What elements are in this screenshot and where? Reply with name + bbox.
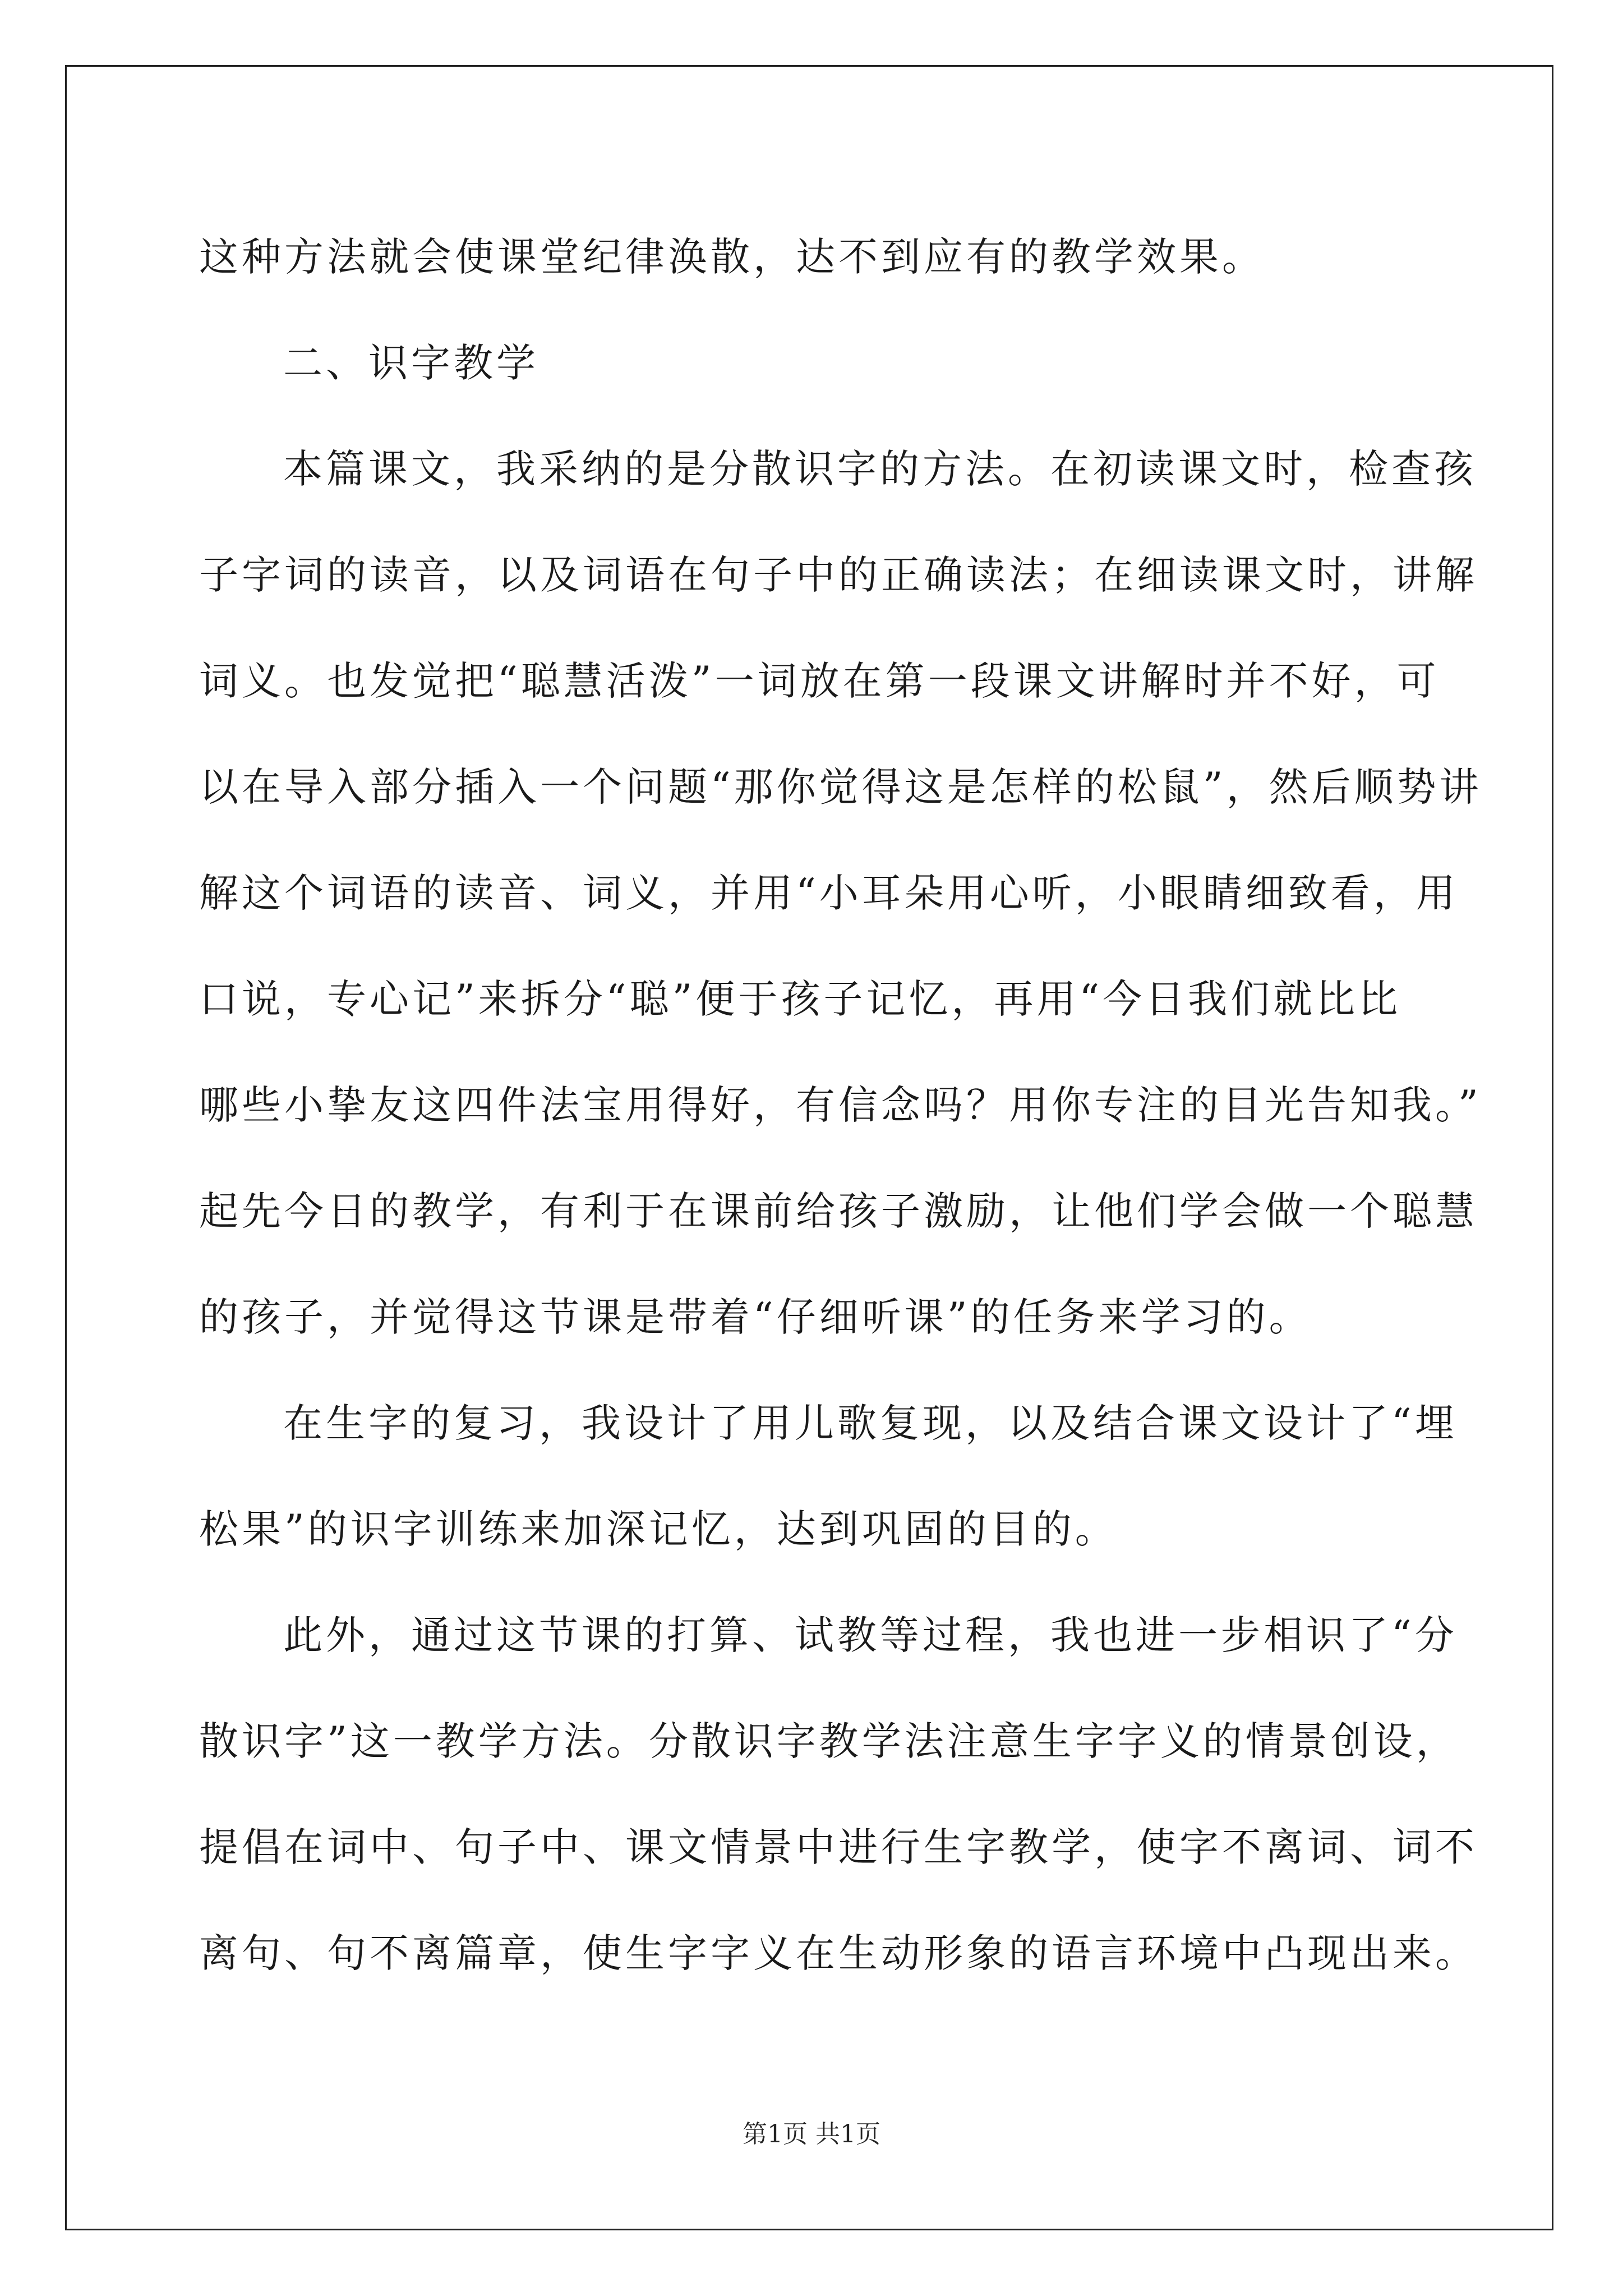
text-line: 提倡在词中、句子中、课文情景中进行生字教学，使字不离词、词不	[199, 1824, 1478, 1870]
text-line: 松果”的识字训练来加深记忆，达到巩固的目的。	[199, 1506, 1118, 1552]
text-line: 子字词的读音，以及词语在句子中的正确读法；在细读课文时，讲解	[199, 552, 1478, 598]
page-number-footer: 第1页 共1页	[743, 2120, 880, 2148]
text-line: 解这个词语的读音、词义，并用“小耳朵用心听，小眼睛细致看，用	[199, 870, 1459, 916]
text-line: 本篇课文，我采纳的是分散识字的方法。在初读课文时，检查孩	[283, 446, 1477, 492]
text-line: 以在导入部分插入一个问题“那你觉得这是怎样的松鼠”，然后顺势讲	[199, 764, 1482, 810]
text-line: 的孩子，并觉得这节课是带着“仔细听课”的任务来学习的。	[199, 1294, 1312, 1340]
text-line: 词义。也发觉把“聪慧活泼”一词放在第一段课文讲解时并不好，可	[199, 658, 1440, 704]
text-line: 散识字”这一教学方法。分散识字教学法注意生字字义的情景创设，	[199, 1718, 1459, 1764]
document-body	[199, 204, 1482, 2007]
text-line: 此外，通过这节课的打算、试教等过程，我也进一步相识了“分	[283, 1612, 1458, 1658]
text-line: 这种方法就会使课堂纪律涣散，达不到应有的教学效果。	[199, 234, 1265, 280]
text-line: 口说，专心记”来拆分“聪”便于孩子记忆，再用“今日我们就比比	[199, 976, 1401, 1022]
text-line: 离句、句不离篇章，使生字字义在生动形象的语言环境中凸现出来。	[199, 1930, 1478, 1976]
text-line: 起先今日的教学，有利于在课前给孩子激励，让他们学会做一个聪慧	[199, 1188, 1478, 1234]
section-heading: 二、识字教学	[283, 340, 539, 386]
text-line: 哪些小挚友这四件法宝用得好，有信念吗？用你专注的目光告知我。”	[199, 1082, 1482, 1128]
text-line: 在生字的复习，我设计了用儿歌复现，以及结合课文设计了“埋	[283, 1400, 1458, 1446]
